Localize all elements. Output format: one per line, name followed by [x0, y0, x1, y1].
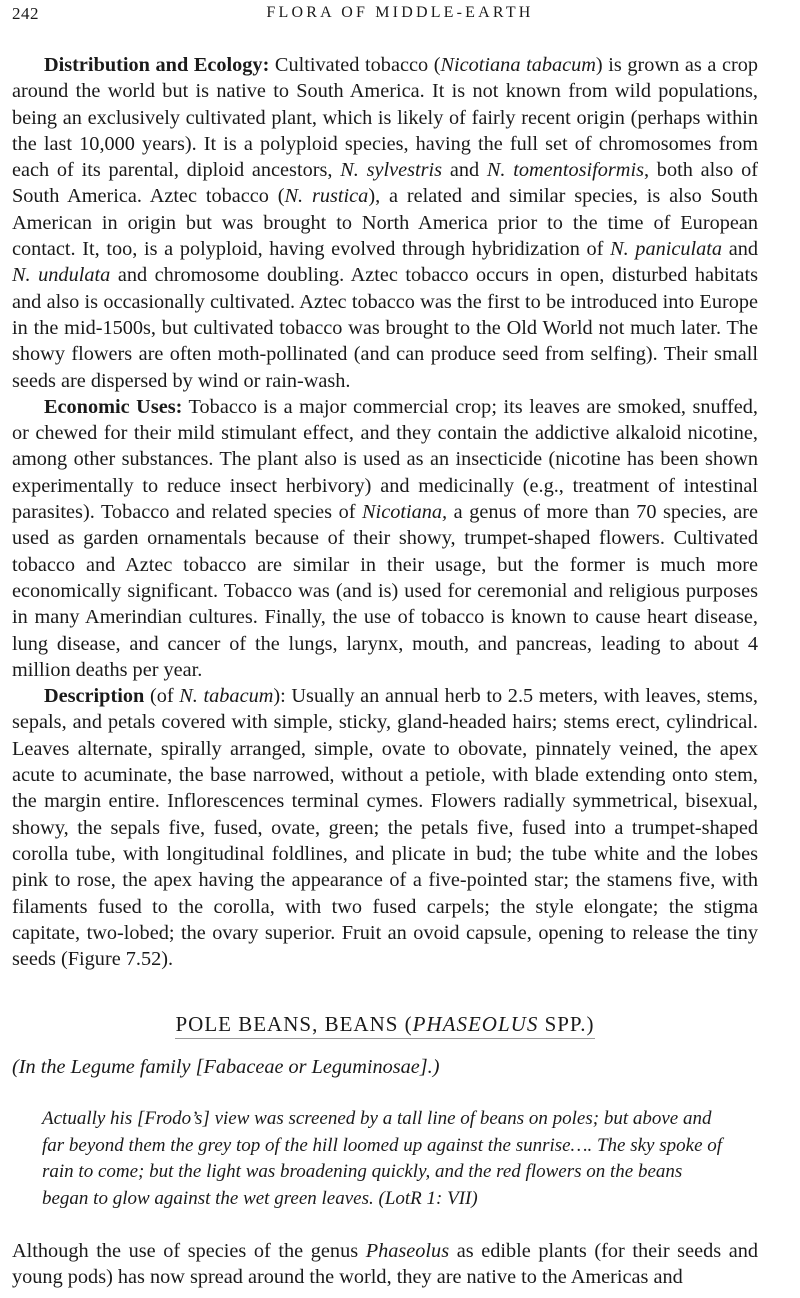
text-run: ) is grown as a crop around the world but is native to South America. It is not known from wild populations, being an exclusively cultivated plant, which is likely of fairly recent origin (perhaps within the last 10,000 years). It is a polyploid species, having the full set of chromosomes from each of its parental, diploid ancestors,	[12, 54, 758, 182]
text-run: ), a related and similar species, is also South American in origin but was brought to North America prior to the time of European contact. It, too, is a polyploid, having evolved through hybridization of	[12, 185, 758, 261]
description-label: Description	[44, 685, 145, 708]
page-number: 242	[12, 4, 39, 23]
page-header	[12, 4, 788, 28]
species-name: N. tomentosiformis	[486, 159, 644, 182]
epigraph-quote: Actually his [Frodo’s] view was screened by a tall line of beans on poles; but above and far beyond them the grey top of the hill loomed up against the sunrise…. The sky spoke of rain to come; but the light was broadening quickly, and the red flowers on the beans began to glow against the wet green leaves. (LotR 1: VII)	[42, 1108, 723, 1209]
section-heading	[12, 1012, 758, 1039]
text-run: and	[442, 159, 487, 182]
running-head: FLORA OF MIDDLE-EARTH	[266, 4, 534, 21]
heading-run: SPP.)	[538, 1012, 595, 1036]
species-name: Nicotiana tabacum	[440, 54, 596, 76]
genus-name: Phaseolus	[365, 1240, 450, 1262]
text-run: Although the use of species of the genus	[12, 1240, 366, 1262]
species-name: N. tabacum	[179, 685, 274, 708]
species-name: N. sylvestris	[340, 159, 443, 182]
text-run: as edible plants (for their seeds and young pods) has now spread around the world, they are native to the Americas and	[12, 1240, 758, 1289]
economic-uses-paragraph	[12, 394, 758, 683]
genus-name: Nicotiana,	[362, 501, 448, 524]
text-run: (of	[144, 685, 180, 708]
species-name: N. paniculata	[610, 238, 723, 261]
economic-uses-label: Economic Uses:	[44, 395, 183, 418]
description-paragraph	[12, 683, 758, 972]
species-name: N. undulata	[12, 264, 111, 287]
text-run: and	[722, 238, 758, 261]
text-run: Tobacco is a major commercial crop; its leaves are smoked, snuffed, or chewed for their mild stimulant effect, and they contain the addictive alkaloid nicotine, among other substances. The plant also is used as an insecticide (nicotine has been shown experimentally to reduce insect herbivory) and medicinally (e.g., treatment of intestinal parasites). Tobacco and related species of	[12, 395, 758, 524]
heading-run: POLE BEANS, BEANS (	[175, 1012, 413, 1036]
distribution-paragraph	[12, 52, 758, 394]
distribution-label: Distribution and Ecology:	[44, 54, 270, 76]
text-run: ): Usually an annual herb to 2.5 meters, with leaves, stems, sepals, and petals covered with simple, sticky, gland-headed hairs; stems erect, cylindrical. Leaves alternate, spirally arranged, simple, ovate to obovate, pinnately veined, the apex acute to acuminate, the base narrowed, without a petiole, with blade extending onto stem, the margin entire. Inflorescences terminal cymes. Flowers radially symmetrical, bisexual, showy, the sepals five, fused, ovate, green; the petals five, fused into a trumpet-shaped corolla tube, with longitudinal foldlines, and plicate in bud; the tube white and the lobes pink to rose, the apex having the appearance of a five-pointed star; the stamens five, with filaments fused to the corolla, with two fused carpels; the style elongate; the stigma capitate, two-lobed; the ovary superior. Fruit an ovoid capsule, opening to release the tiny seeds (Figure 7.52).	[12, 685, 758, 971]
species-name: N. rustica	[284, 185, 369, 208]
main-text	[12, 52, 758, 972]
heading-genus: PHASEOLUS	[412, 1012, 539, 1036]
text-run: , both also of South America. Aztec tobacco (	[12, 159, 758, 208]
family-note: (In the Legume family [Fabaceae or Leguminosae].)	[12, 1056, 440, 1078]
section-heading-text	[175, 1012, 594, 1039]
text-run: Cultivated tobacco (	[269, 54, 441, 76]
text-run: a genus of more than 70 species, are used as garden ornamentals because of their showy, trumpet-shaped flowers. Cultivated tobacco and Aztec tobacco are similar in their usage, but the former is much more economically significant. Tobacco was (and is) used for ceremonial and religious purposes in many Amerindian cultures. Finally, the use of tobacco is known to cause heart disease, lung disease, and cancer of the lungs, larynx, mouth, and pancreas, leading to about 4 million deaths per year.	[12, 501, 758, 681]
closing-paragraph	[12, 1238, 758, 1291]
text-run: and chromosome doubling. Aztec tobacco occurs in open, disturbed habitats and also is occasionally cultivated. Aztec tobacco was the first to be introduced into Europe in the mid-1500s, but cultivated tobacco was brought to the Old World not much later. The showy flowers are often moth-pollinated (and can produce seed from selfing). Their small seeds are dispersed by wind or rain-wash.	[12, 264, 758, 392]
